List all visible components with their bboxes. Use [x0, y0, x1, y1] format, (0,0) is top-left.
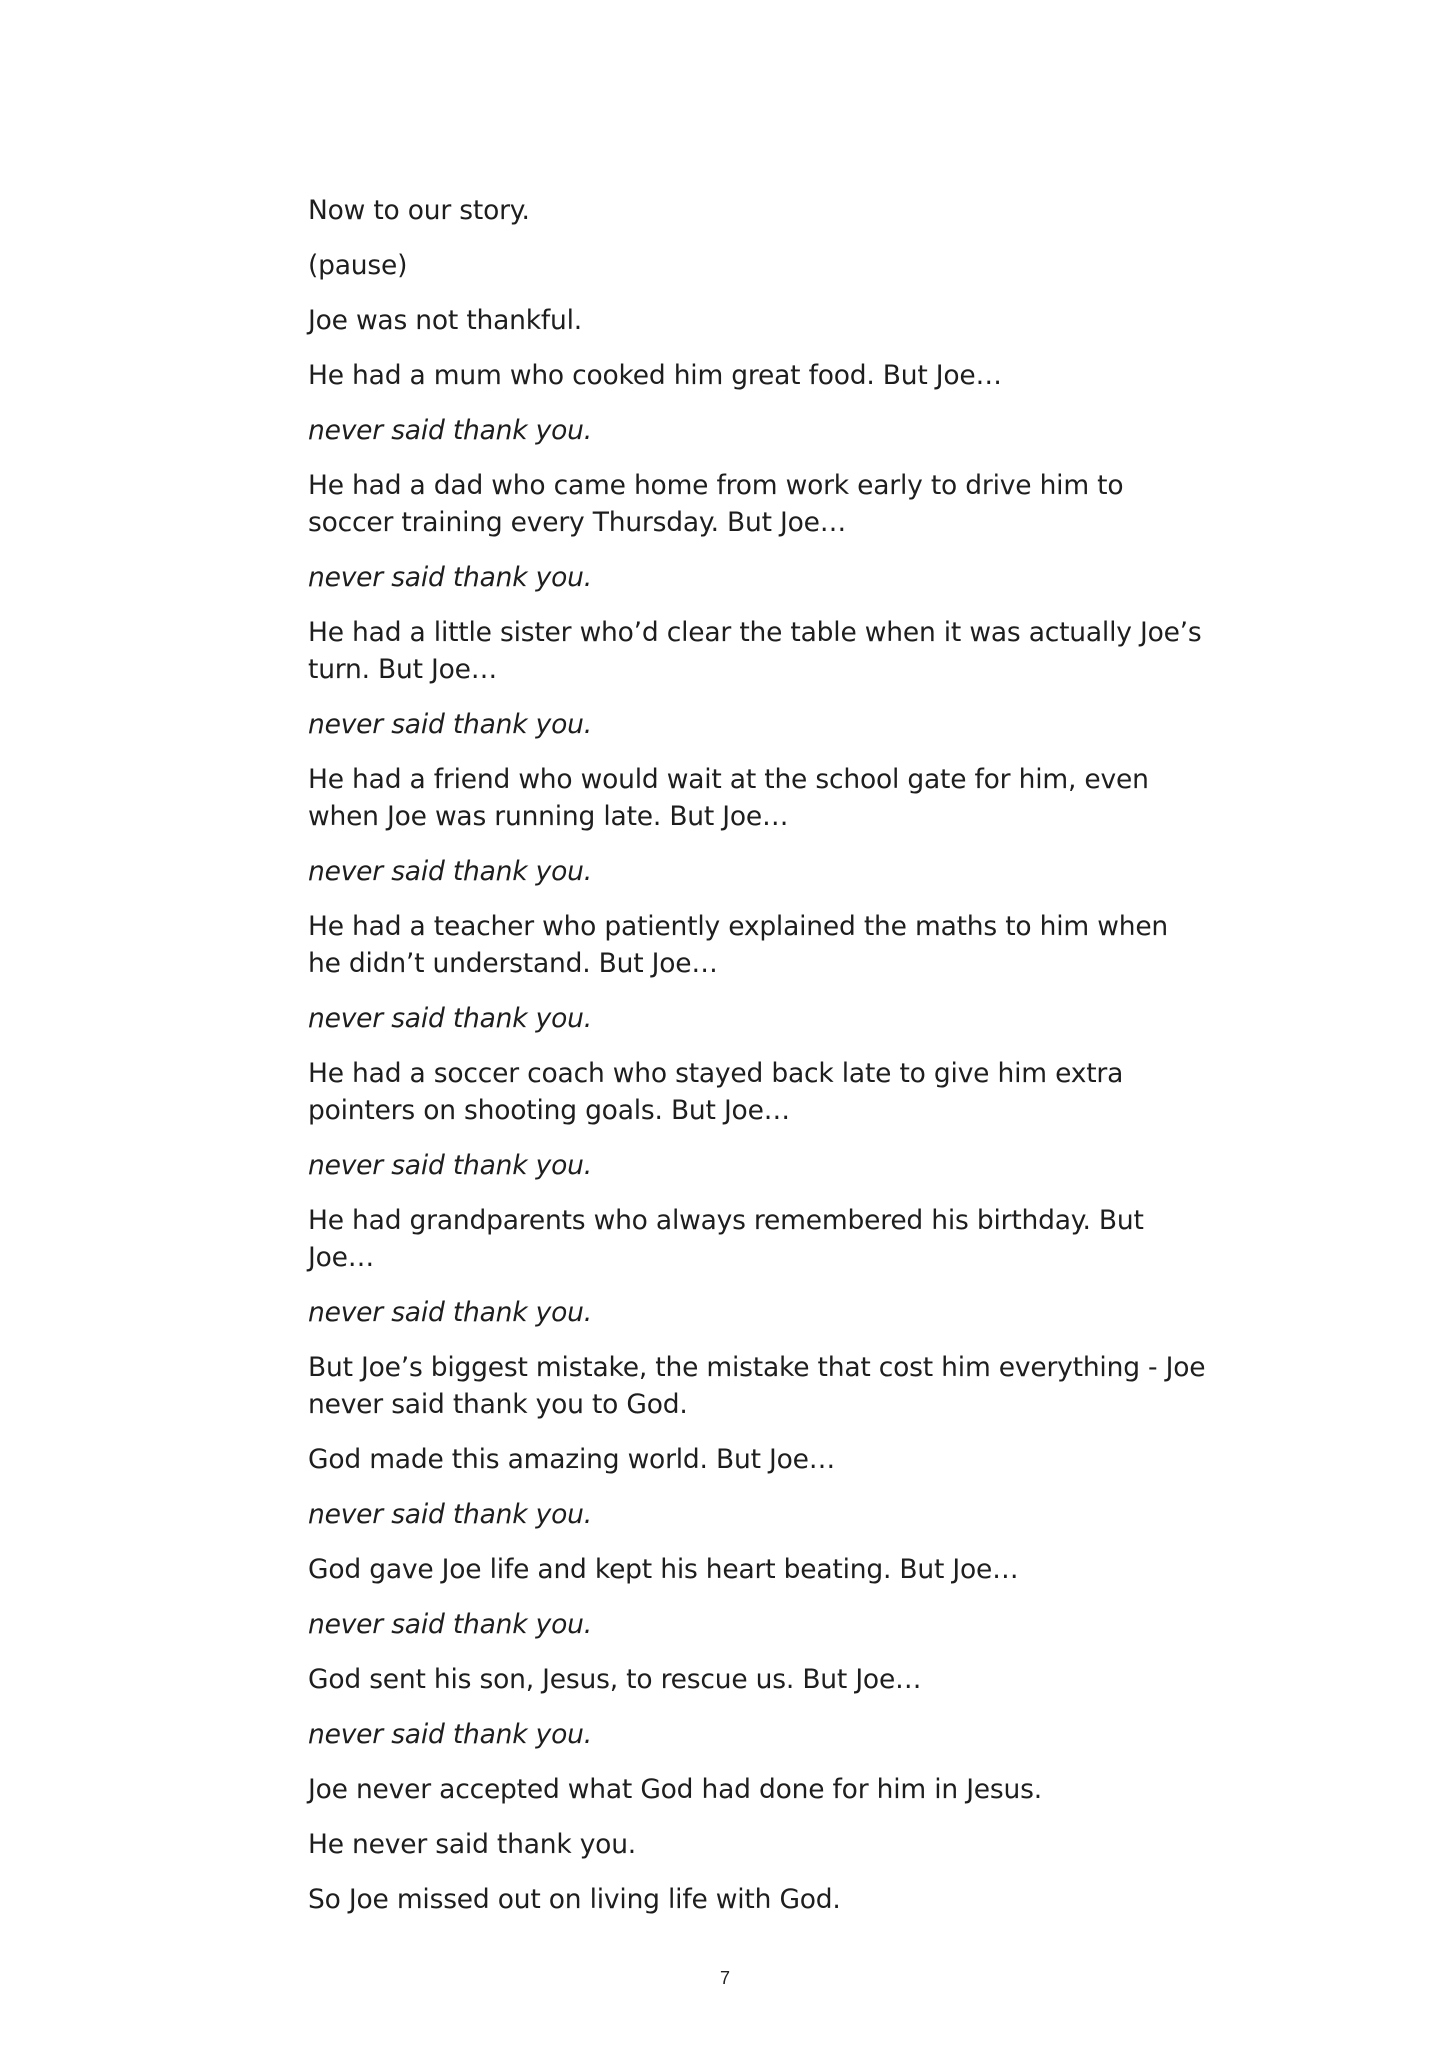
paragraph: Joe was not thankful. — [308, 305, 582, 336]
paragraph: Joe never accepted what God had done for him in Jesus. — [308, 1774, 1042, 1805]
paragraph: (pause) — [308, 250, 408, 281]
refrain-paragraph: never said thank you. — [308, 415, 592, 446]
paragraph: He never said thank you. — [308, 1829, 637, 1860]
page-number: 7 — [719, 1968, 730, 1988]
refrain-paragraph: never said thank you. — [308, 1150, 592, 1181]
paragraph: He had a friend who would wait at the school gate for him, even when Joe was running late. But Joe… — [308, 764, 1149, 832]
paragraph: He had a soccer coach who stayed back late to give him extra pointers on shooting goals. But Joe… — [308, 1058, 1124, 1126]
refrain-paragraph: never said thank you. — [308, 1297, 592, 1328]
paragraph: He had a teacher who patiently explained the maths to him when he didn’t understand. But Joe… — [308, 911, 1169, 979]
paragraph: He had grandparents who always remembered his birthday. But Joe… — [308, 1205, 1144, 1273]
paragraph: God sent his son, Jesus, to rescue us. But Joe… — [308, 1664, 922, 1695]
refrain-paragraph: never said thank you. — [308, 856, 592, 887]
refrain-paragraph: never said thank you. — [308, 1609, 592, 1640]
paragraph: He had a little sister who’d clear the table when it was actually Joe’s turn. But Joe… — [308, 617, 1202, 685]
story-body — [308, 192, 1208, 1936]
paragraph: He had a mum who cooked him great food. But Joe… — [308, 360, 1002, 391]
refrain-paragraph: never said thank you. — [308, 1499, 592, 1530]
paragraph: He had a dad who came home from work early to drive him to soccer training every Thursday. But Joe… — [308, 470, 1124, 538]
refrain-paragraph: never said thank you. — [308, 562, 592, 593]
refrain-paragraph: never said thank you. — [308, 709, 592, 740]
paragraph: God made this amazing world. But Joe… — [308, 1444, 836, 1475]
paragraph: So Joe missed out on living life with God. — [308, 1884, 841, 1915]
refrain-paragraph: never said thank you. — [308, 1003, 592, 1034]
paragraph: But Joe’s biggest mistake, the mistake that cost him everything - Joe never said thank you to God. — [308, 1352, 1206, 1420]
paragraph: Now to our story. — [308, 195, 530, 226]
refrain-paragraph: never said thank you. — [308, 1719, 592, 1750]
paragraph: God gave Joe life and kept his heart beating. But Joe… — [308, 1554, 1019, 1585]
